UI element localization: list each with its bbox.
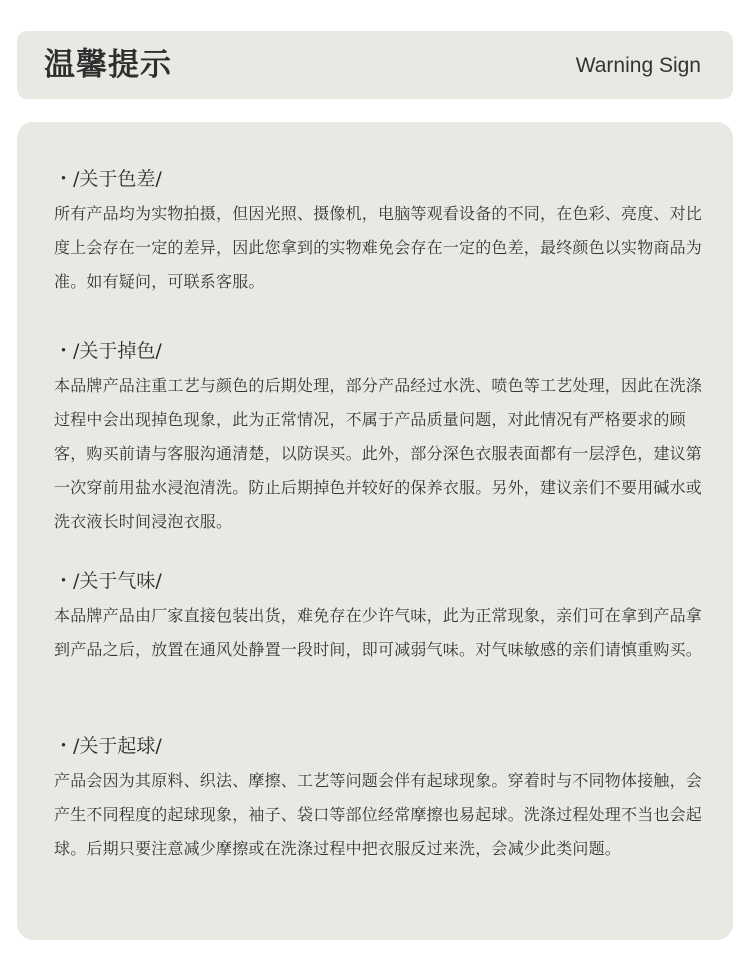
section-body: 产品会因为其原料、织法、摩擦、工艺等问题会伴有起球现象。穿着时与不同物体接触，会产生不同程度的起球现象，袖子、袋口等部位经常摩擦也易起球。洗涤过程处理不当也会起球。后期只要注意减少摩擦或在洗涤过程中把衣服反过来洗，会减少此类问题。 (54, 771, 703, 858)
section-heading: ・/关于起球/ (54, 735, 162, 757)
section-pilling (54, 733, 714, 866)
page-title: 温馨提示 (44, 47, 172, 83)
section-body: 本品牌产品由厂家直接包装出货，难免存在少许气味，此为正常现象，亲们可在拿到产品拿到产品之后，放置在通风处静置一段时间，即可减弱气味。对气味敏感的亲们请慎重购买。 (54, 606, 703, 659)
section-odor (54, 568, 714, 667)
header-banner (17, 31, 733, 99)
section-heading: ・/关于气味/ (54, 570, 162, 592)
notice-panel (17, 122, 733, 940)
section-heading: ・/关于掉色/ (54, 340, 162, 362)
section-body: 所有产品均为实物拍摄，但因光照、摄像机，电脑等观看设备的不同，在色彩、亮度、对比度上会存在一定的差异，因此您拿到的实物难免会存在一定的色差，最终颜色以实物商品为准。如有疑问，可联系客服。 (54, 204, 703, 291)
section-heading: ・/关于色差/ (54, 168, 162, 190)
section-color-difference (54, 166, 714, 299)
section-color-fading (54, 338, 714, 539)
section-body: 本品牌产品注重工艺与颜色的后期处理，部分产品经过水洗、喷色等工艺处理，因此在洗涤过程中会出现掉色现象，此为正常情况，不属于产品质量问题，对此情况有严格要求的顾客，购买前请与客服沟通清楚，以防误买。此外，部分深色衣服表面都有一层浮色，建议第一次穿前用盐水浸泡清洗。防止后期掉色并较好的保养衣服。另外，建议亲们不要用碱水或洗衣液长时间浸泡衣服。 (54, 376, 703, 531)
page-subtitle: Warning Sign (575, 54, 701, 77)
